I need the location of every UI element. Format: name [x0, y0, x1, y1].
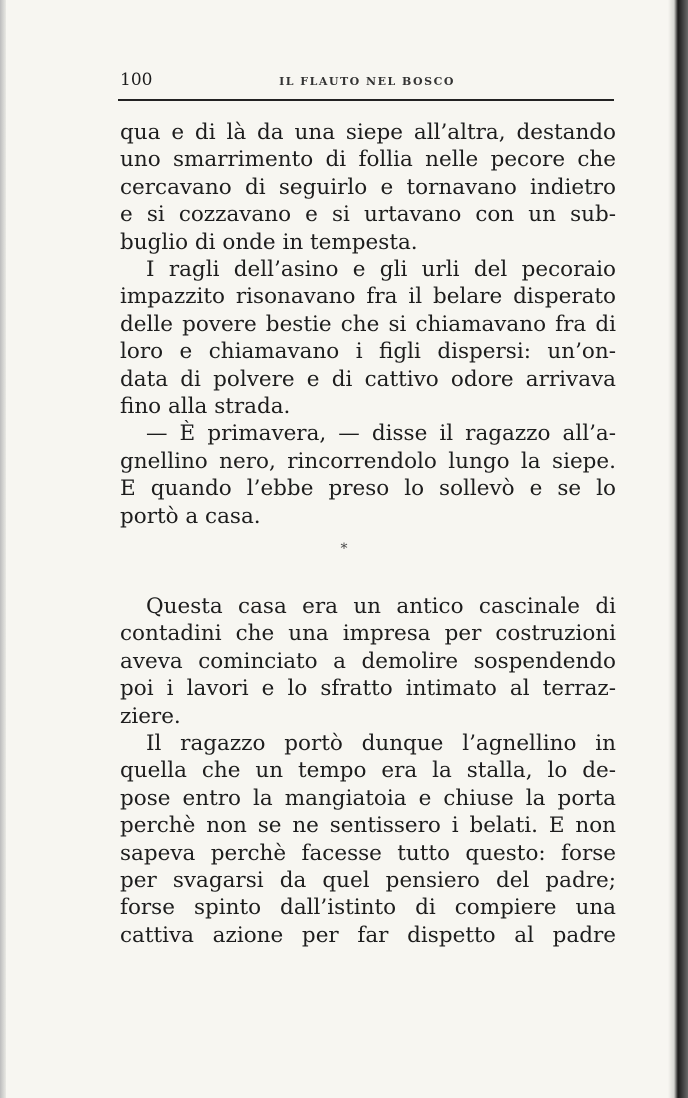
text-line: uno smarrimento di follia nelle pecore che [120, 147, 616, 173]
text-line: per svagarsi da quel pensiero del padre; [120, 868, 616, 894]
text-line: qua e di là da una siepe all’altra, destando [120, 120, 616, 145]
section-separator: * [340, 541, 348, 557]
running-head [120, 70, 614, 94]
text-section-1 [120, 119, 616, 530]
text-line: sapeva perchè facesse tutto questo: forse [120, 840, 616, 866]
running-title: IL FLAUTO NEL BOSCO [279, 75, 455, 88]
text-line: loro e chiamavano i figli dispersi: un’on- [120, 339, 616, 365]
paragraph-first-line: Questa casa era un antico cascinale di [146, 594, 616, 619]
text-line: forse spinto dall’istinto di compiere una [120, 895, 616, 921]
text-line: perchè non se ne sentissero i belati. E non [120, 813, 616, 839]
paragraph-first-line: — È primavera, — disse il ragazzo all’a- [146, 421, 616, 447]
page-number: 100 [120, 70, 153, 90]
text-line: cercavano di seguirlo e tornavano indietro [120, 174, 616, 200]
text-line: ziere. [120, 703, 181, 729]
text-line: buglio di onde in tempesta. [120, 229, 418, 255]
header-rule [118, 99, 614, 101]
text-line: E quando l’ebbe preso lo sollevò e se lo [120, 476, 616, 502]
text-line: e si cozzavano e si urtavano con un sub- [120, 202, 616, 228]
text-line: pose entro la mangiatoia e chiuse la porta [120, 785, 616, 811]
text-line: quella che un tempo era la stalla, lo de- [120, 758, 616, 784]
paragraph-first-line: Il ragazzo portò dunque l’agnellino in [146, 731, 616, 757]
text-line: portò a casa. [120, 503, 261, 529]
text-line: cattiva azione per far dispetto al padre [120, 922, 616, 948]
text-line: contadini che una impresa per costruzioni [120, 621, 616, 647]
text-line: data di polvere e di cattivo odore arrivava [120, 366, 616, 392]
paragraph-first-line: I ragli dell’asino e gli urli del pecoraio [146, 257, 616, 283]
text-line: aveva cominciato a demolire sospendendo [120, 648, 616, 674]
text-line: poi i lavori e lo sfratto intimato al terraz- [120, 676, 616, 702]
text-line: fino alla strada. [120, 394, 291, 420]
text-line: delle povere bestie che si chiamavano fra di [120, 311, 616, 337]
text-section-2 [120, 593, 616, 949]
text-line: impazzito risonavano fra il belare disperato [120, 284, 616, 310]
text-line: gnellino nero, rincorrendolo lungo la siepe. [120, 448, 616, 474]
